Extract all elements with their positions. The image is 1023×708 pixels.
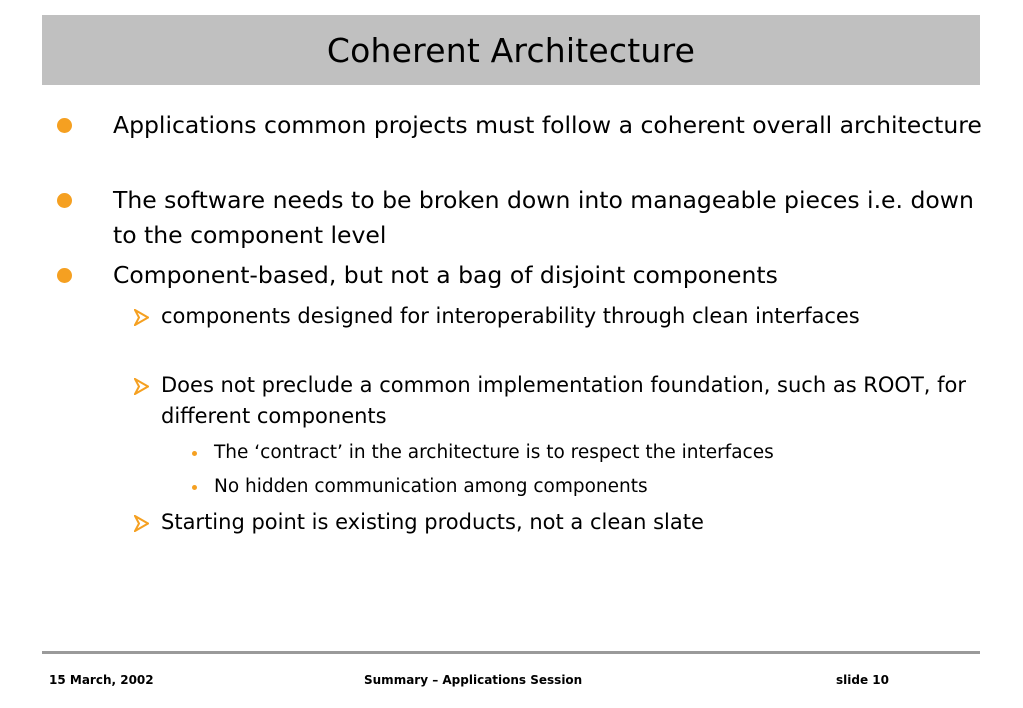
- sub-bullet-item: Starting point is existing products, not a clean slate: [161, 510, 704, 534]
- footer-divider: [42, 651, 980, 654]
- sub-bullet-item: components designed for interoperability through clean interfaces: [161, 304, 860, 328]
- footer-date: 15 March, 2002: [49, 673, 154, 687]
- sub-sub-bullet-item: The ‘contract’ in the architecture is to respect the interfaces: [214, 442, 774, 463]
- small-bullet-dot-icon: [192, 451, 197, 456]
- slide-title-bar: [42, 15, 980, 85]
- arrow-bullet-icon: [134, 309, 149, 326]
- bullet-item: Component-based, but not a bag of disjoint components: [113, 261, 778, 289]
- bullet-item: The software needs to be broken down into manageable pieces i.e. down to the component level: [113, 186, 974, 249]
- bullet-dot-icon: [57, 118, 72, 133]
- footer-slide-number: slide 10: [836, 673, 889, 687]
- small-bullet-dot-icon: [192, 485, 197, 490]
- arrow-bullet-icon: [134, 515, 149, 532]
- bullet-dot-icon: [57, 268, 72, 283]
- arrow-bullet-icon: [134, 378, 149, 395]
- footer-session-title: Summary – Applications Session: [364, 673, 583, 687]
- sub-bullet-item: Does not preclude a common implementation foundation, such as ROOT, for different components: [161, 373, 967, 428]
- bullet-item: Applications common projects must follow a coherent overall architecture: [113, 111, 982, 139]
- bullet-dot-icon: [57, 193, 72, 208]
- sub-sub-bullet-item: No hidden communication among components: [214, 476, 648, 497]
- slide-title: Coherent Architecture: [326, 30, 696, 70]
